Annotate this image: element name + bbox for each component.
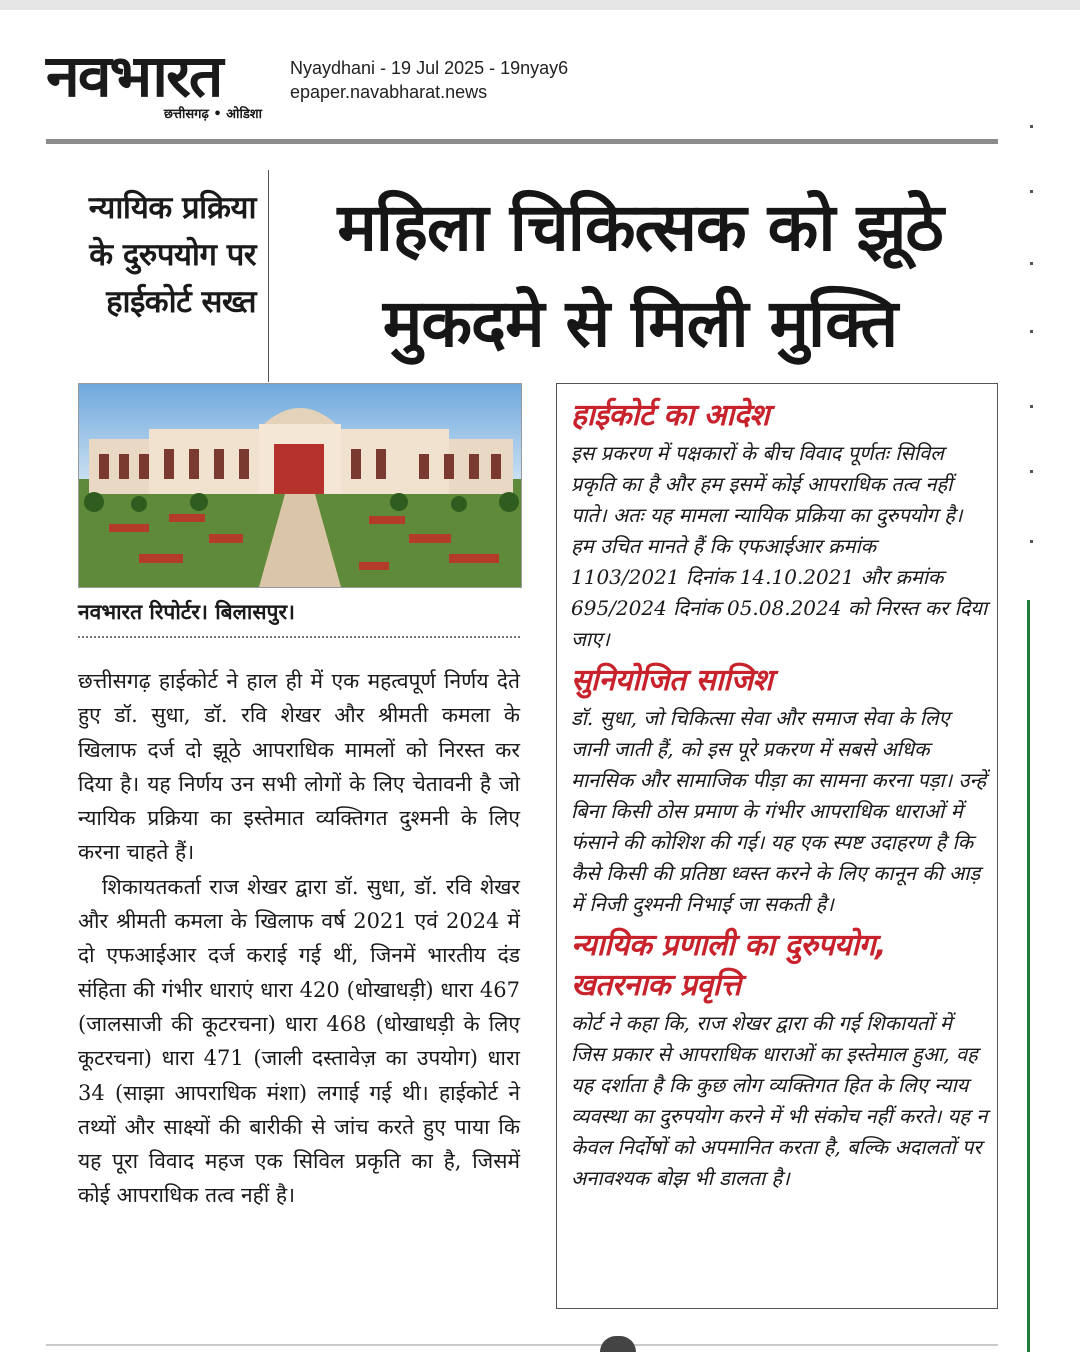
window-top-bar bbox=[0, 0, 1080, 10]
high-court-building-photo bbox=[78, 383, 522, 588]
edge-mark bbox=[1030, 330, 1033, 333]
scroll-indicator bbox=[600, 1336, 636, 1352]
byline: नवभारत रिपोर्टर। बिलासपुर। bbox=[78, 600, 296, 624]
kicker-separator bbox=[268, 170, 269, 382]
sidebar-text-misuse: कोर्ट ने कहा कि, राज शेखर द्वारा की गई शिकायतों में जिस प्रकार से आपराधिक धाराओं का इस्तेमाल हुआ, वह यह दर्शाता है कि कुछ लोग व्यक्तिगत हित के लिए न्याय व्यवस्था का दुरुपयोग करने में भी संकोच नहीं करते। यह न केवल निर्दोषों को अपमानित करता है, बल्कि अदालतों पर अनावश्यक बोझ भी डालता है। bbox=[571, 1011, 988, 1190]
logo-regions: छत्तीसगढ़ • ओडिशा bbox=[163, 107, 262, 122]
body-paragraph-1: छत्तीसगढ़ हाईकोर्ट ने हाल ही में एक महत्वपूर्ण निर्णय देते हुए डॉ. सुधा, डॉ. रवि शेखर और श्रीमती कमला के खिलाफ दर्ज दो झूठे आपराधिक मामलों को निरस्त कर दिया है। यह निर्णय उन सभी लोगों के लिए चेतावनी है जो न्यायिक प्रक्रिया का इस्तेमात व्यक्तिगत दुश्मनी के लिए करना चाहते हैं। bbox=[78, 669, 520, 865]
article-body bbox=[78, 664, 520, 1213]
edge-mark bbox=[1030, 125, 1033, 128]
headline-line-1: महिला चिकित्सक को झूठे bbox=[337, 189, 943, 266]
sidebar-box bbox=[556, 383, 998, 1309]
sidebar-text-conspiracy: डॉ. सुधा, जो चिकित्सा सेवा और समाज सेवा के लिए जानी जाती हैं, को इस पूरे प्रकरण में सबसे अधिक मानसिक और सामाजिक पीड़ा का सामना करना पड़ा। उन्हें बिना किसी ठोस प्रमाण के गंभीर आपराधिक धाराओं में फंसाने की कोशिश की गई। यह एक स्पष्ट उदाहरण है कि कैसे किसी की प्रतिष्ठा ध्वस्त करने के लिए कानून की आड़ में निजी दुश्मनी निभाई जा सकती है। bbox=[571, 706, 987, 916]
sidebar-heading-conspiracy: सुनियोजित साजिश bbox=[571, 663, 773, 698]
epaper-url[interactable]: epaper.navabharat.news bbox=[290, 82, 488, 102]
sidebar-text-court-order: इस प्रकरण में पक्षकारों के बीच विवाद पूर्णतः सिविल प्रकृति का है और हम इसमें कोई आपराधिक तत्व नहीं पाते। अतः यह मामला न्यायिक प्रक्रिया का दुरुपयोग है। हम उचित मानते हैं कि एफआईआर क्रमांक 1103/2021 दिनांक 14.10.2021 और क्रमांक 695/2024 दिनांक 05.08.2024 को निरस्त कर दिया जाए। bbox=[571, 441, 988, 651]
edge-mark bbox=[1030, 262, 1033, 265]
article-kicker: न्यायिक प्रक्रिया के दुरुपयोग पर हाईकोर्ट सख्त bbox=[88, 190, 256, 320]
body-paragraph-2: शिकायतकर्ता राज शेखर द्वारा डॉ. सुधा, डॉ. रवि शेखर और श्रीमती कमला के खिलाफ वर्ष 2021 एवं 2024 में दो एफआईआर दर्ज कराई गई थीं, जिनमें भारतीय दंड संहिता की गंभीर धाराएं धारा 420 (धोखाधड़ी) धारा 467 (जालसाजी की कूटरचना) धारा 468 (धोखाधड़ी के लिए कूटरचना) धारा 471 (जाली दस्तावेज़ का उपयोग) धारा 34 (साझा आपराधिक मंशा) लगाई गई थी। हाईकोर्ट ने तथ्यों और साक्ष्यों की बारीकी से जांच करते हुए पाया कि यह पूरा विवाद महज एक सिविल प्रकृति का है, जिसमें कोई आपराधिक तत्व नहीं है। bbox=[78, 874, 520, 1208]
logo-wordmark: नवभारत bbox=[46, 42, 222, 110]
sidebar-heading-misuse: न्यायिक प्रणाली का दुरुपयोग, खतरनाक प्रवृत्ति bbox=[571, 928, 886, 1003]
edge-mark bbox=[1030, 405, 1033, 408]
byline-divider bbox=[78, 636, 520, 638]
newspaper-logo bbox=[46, 44, 270, 122]
edition-info bbox=[290, 56, 568, 104]
adjacent-article-rule bbox=[1027, 600, 1030, 1352]
sidebar-heading-court-order: हाईकोर्ट का आदेश bbox=[571, 398, 770, 433]
page-bottom-rule bbox=[46, 1344, 998, 1346]
edge-mark bbox=[1030, 540, 1033, 543]
article-headline bbox=[280, 180, 1000, 372]
photo-illustration bbox=[79, 384, 521, 587]
edge-mark bbox=[1030, 470, 1033, 473]
masthead-rule bbox=[46, 139, 998, 144]
edge-mark bbox=[1030, 190, 1033, 193]
edition-line: Nyaydhani - 19 Jul 2025 - 19nyay6 bbox=[290, 58, 569, 78]
headline-line-2: मुकदमे से मिली मुक्ति bbox=[382, 285, 898, 362]
